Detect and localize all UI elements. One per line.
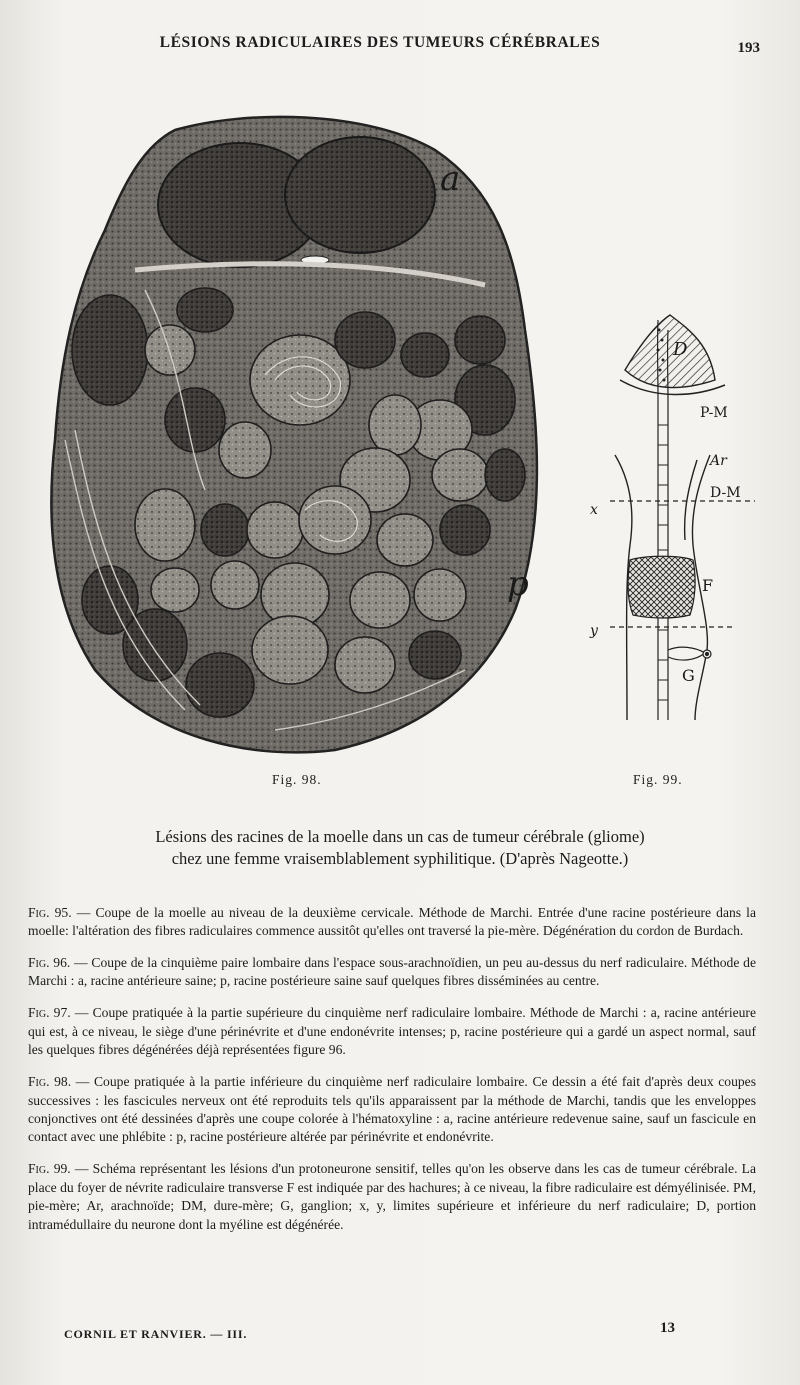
figure-98-illustration [45,110,555,755]
legend-ref: Fig. 96. [28,955,71,970]
plate-caption-line-2: chez une femme vraisemblablement syphilitique. (D'après Nageotte.) [171,849,629,868]
figure-98-caption: Fig. 98. [272,772,322,787]
legend-text: — Coupe pratiquée à la partie supérieure du cinquième nerf radiculaire lombaire. Méthode de Marchi : a, racine antérieure qui est, à ce niveau, le siège d'une périnévrite et d'une endonévrite intenses; p, racine postérieure qui a gardé un aspect normal, sauf les quelques fibres dégénérées déjà représentées figure 96. [28,1005,756,1058]
legend-ref: Fig. 95. [28,904,72,920]
legend-ref: Fig. 97. [28,1005,71,1021]
legend-fig-95 [28,904,756,941]
legend-fig-97 [28,1004,756,1059]
plate-caption [50,826,750,870]
signature-mark: 13 [660,1320,675,1336]
label-p: p [507,564,529,604]
anterior-fascicle-right [285,137,435,253]
figure-legends [28,890,756,1243]
ganglion-g [668,647,711,660]
label-dm: D-M [710,485,741,501]
legend-fig-99 [28,1160,756,1234]
label-f: F [702,576,714,595]
plate-caption-line-1: Lésions des racines de la moelle dans un cas de tumeur cérébrale (gliome) [155,827,645,846]
legend-fig-98 [28,1073,756,1147]
legend-text: — Coupe pratiquée à la partie inférieure du cinquième nerf radiculaire lombaire. Ce dessin a été fait d'après deux coupes successives : les fascicules nerveux ont été reproduits tels qu'ils apparaissent par la méthode de Marchi, tandis que les enveloppes conjonctives ont été dessinées d'après une coupe colorée à l'hématoxyline : a, racine antérieure redevenue saine, sauf un fascicule en contact avec une phlébite : p, racine postérieure altérée par périnévrite et endonévrite. [28,1074,757,1145]
lesion-zone-f [628,556,695,618]
figure-99-schematic [585,305,760,745]
legend-ref: Fig. 98. [28,1074,72,1090]
legend-fig-96 [28,954,756,991]
legend-text: — Schéma représentant les lésions d'un protoneurone sensitif, telles qu'on les observe dans les cas de tumeur cérébrale. La place du foyer de névrite radiculaire transverse F est indiquée par des hachures; à ce niveau, la fibre radiculaire est démyélinisée. PM, pie-mère; Ar, arachnoïde; DM, dure-mère; G, ganglion; x, y, limites supérieure et inférieure du nerf radiculaire; D, portion intramédullaire du neurone dont la myéline est dégénérée. [28,1161,756,1232]
legend-text: — Coupe de la moelle au niveau de la deuxième cervicale. Méthode de Marchi. Entrée d'une racine postérieure dans la moelle: l'altération des fibres radiculaires commence aussitôt qu'elles ont traversé la pie-mère. Dégénération du cordon de Burdach. [28,904,756,938]
label-g: G [682,666,695,685]
label-a: a [440,159,461,199]
legend-ref: Fig. 99. [28,1161,71,1177]
label-ar: Ar [710,453,727,469]
figure-99-caption: Fig. 99. [633,772,683,787]
legend-text: — Coupe de la cinquième paire lombaire dans l'espace sous-arachnoïdien, un peu au-dessus du nerf radiculaire. Méthode de Marchi : a, racine antérieure saine; p, racine postérieure saine sauf quelques fibres disséminées au centre. [28,955,756,989]
cord-hatched-zone [625,315,715,388]
label-y: y [590,623,598,639]
running-title: LÉSIONS RADICULAIRES DES TUMEURS CÉRÉBRALES [159,34,601,51]
footer-book-volume: CORNIL ET RANVIER. — III. [64,1327,248,1341]
label-pm: P-M [700,405,728,421]
page-number: 193 [737,40,760,56]
label-x: x [590,502,598,518]
label-d: D [673,339,688,360]
